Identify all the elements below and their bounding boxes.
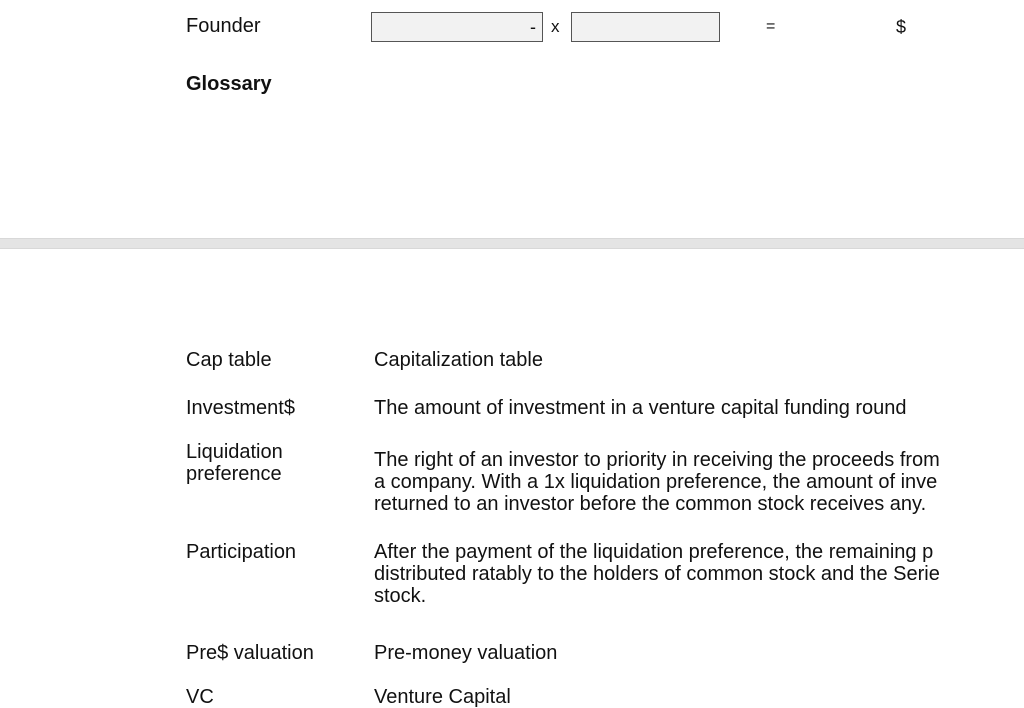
- glossary-term: [186, 441, 356, 485]
- glossary-definition: [374, 642, 951, 664]
- definition-line: Capitalization table: [374, 349, 543, 371]
- equals-operator: =: [766, 18, 776, 35]
- definition-line: returned to an investor before the common stock receives any.: [374, 493, 927, 515]
- glossary-definition: [374, 349, 951, 371]
- founder-multiplier-field[interactable]: [571, 12, 720, 42]
- definition-line: Venture Capital: [374, 686, 511, 708]
- glossary-term: Investment$: [186, 397, 295, 419]
- term-line: preference: [186, 463, 282, 485]
- times-operator: x: [551, 17, 560, 36]
- definition-line: Pre-money valuation: [374, 642, 558, 664]
- glossary-term: Participation: [186, 541, 297, 563]
- definition-line: distributed ratably to the holders of common stock and the Serie: [374, 563, 940, 585]
- page-bottom: [0, 249, 1024, 708]
- glossary-definition: [374, 686, 951, 708]
- founder-label: Founder: [186, 15, 261, 37]
- definition-line: a company. With a 1x liquidation preference, the amount of inve: [374, 471, 938, 493]
- definition-line: After the payment of the liquidation preference, the remaining p: [374, 541, 934, 563]
- term-line: Liquidation: [186, 441, 283, 463]
- glossary-definition: [374, 541, 951, 607]
- minus-sign: -: [530, 17, 536, 37]
- founder-amount-field[interactable]: [371, 12, 543, 42]
- glossary-definition: [374, 449, 951, 515]
- definition-line: The amount of investment in a venture capital funding round: [374, 397, 907, 419]
- glossary-definition: [374, 397, 951, 419]
- result-currency: $: [896, 17, 907, 37]
- definition-line: The right of an investor to priority in receiving the proceeds from: [374, 449, 940, 471]
- glossary-heading: Glossary: [186, 73, 272, 95]
- page-separator: [0, 238, 1024, 249]
- glossary-term: VC: [186, 686, 214, 708]
- glossary-term: Cap table: [186, 349, 272, 371]
- page-top: [0, 0, 1024, 238]
- glossary-term: Pre$ valuation: [186, 642, 314, 664]
- definition-line: stock.: [374, 585, 427, 607]
